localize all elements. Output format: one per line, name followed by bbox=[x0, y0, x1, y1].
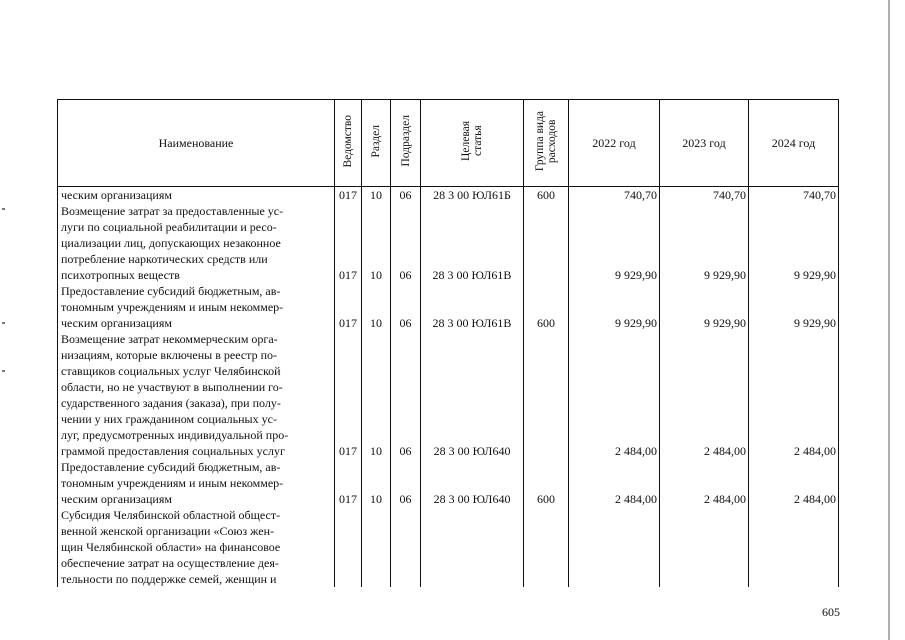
row-value-2023: 9 929,90 bbox=[660, 203, 749, 283]
row-podrazdel: 06 bbox=[391, 283, 421, 331]
row-name: Субсидия Челябинской областной общест- венной женской организации «Союз жен- щин Челябинской области» на финансовое обеспечение затрат на осуществление дея- тельности по поддержке семей, женщин и bbox=[58, 507, 335, 587]
row-name: ческим организациям bbox=[58, 187, 335, 204]
row-value-2023: 9 929,90 bbox=[660, 283, 749, 331]
row-name: Предоставление субсидий бюджетным, ав- тономным учреждениям и иным некоммер- ческим организациям bbox=[58, 459, 335, 507]
header-razdel: Раздел bbox=[362, 100, 391, 187]
header-name: Наименование bbox=[58, 100, 335, 187]
row-target-article: 28 3 00 ЮЛ61В bbox=[421, 203, 524, 283]
row-podrazdel: 06 bbox=[391, 187, 421, 204]
row-vedomstvo bbox=[335, 507, 362, 587]
budget-table bbox=[57, 99, 839, 587]
table-row bbox=[58, 507, 839, 587]
table-row bbox=[58, 203, 839, 283]
row-value-2024: 2 484,00 bbox=[749, 459, 839, 507]
scan-page-edge bbox=[888, 0, 890, 640]
row-value-2022 bbox=[569, 507, 660, 587]
row-value-2024: 9 929,90 bbox=[749, 283, 839, 331]
row-value-2023 bbox=[660, 507, 749, 587]
row-razdel: 10 bbox=[362, 187, 391, 204]
row-vedomstvo: 017 bbox=[335, 187, 362, 204]
row-target-article: 28 3 00 ЮЛ640 bbox=[421, 459, 524, 507]
row-vedomstvo: 017 bbox=[335, 459, 362, 507]
row-value-2022: 2 484,00 bbox=[569, 331, 660, 459]
scan-margin-mark bbox=[2, 370, 5, 372]
row-vedomstvo: 017 bbox=[335, 203, 362, 283]
row-target-article: 28 3 00 ЮЛ61Б bbox=[421, 187, 524, 204]
row-vedomstvo: 017 bbox=[335, 283, 362, 331]
row-expense-group: 600 bbox=[524, 283, 569, 331]
row-podrazdel: 06 bbox=[391, 203, 421, 283]
row-podrazdel bbox=[391, 507, 421, 587]
row-value-2023: 2 484,00 bbox=[660, 459, 749, 507]
row-razdel bbox=[362, 507, 391, 587]
row-value-2024: 2 484,00 bbox=[749, 331, 839, 459]
row-value-2024: 9 929,90 bbox=[749, 203, 839, 283]
row-expense-group: 600 bbox=[524, 459, 569, 507]
header-expense-group: Группа вида расходов bbox=[524, 100, 569, 187]
row-value-2023: 740,70 bbox=[660, 187, 749, 204]
row-value-2023: 2 484,00 bbox=[660, 331, 749, 459]
table-header-row bbox=[58, 100, 839, 187]
row-expense-group bbox=[524, 203, 569, 283]
row-value-2022: 9 929,90 bbox=[569, 203, 660, 283]
row-razdel: 10 bbox=[362, 283, 391, 331]
row-razdel: 10 bbox=[362, 331, 391, 459]
row-target-article: 28 3 00 ЮЛ640 bbox=[421, 331, 524, 459]
row-vedomstvo: 017 bbox=[335, 331, 362, 459]
row-name: Возмещение затрат некоммерческим орга- низациям, которые включены в реестр по- ставщиков социальных услуг Челябинской области, но не участвуют в выполнении го- сударственного задания (заказа), при полу- чении у них гражданином социальных ус- луг, предусмотренных индивидуальной про- граммой предоставления социальных услуг bbox=[58, 331, 335, 459]
scan-margin-mark bbox=[2, 208, 5, 210]
row-target-article: 28 3 00 ЮЛ61В bbox=[421, 283, 524, 331]
row-podrazdel: 06 bbox=[391, 331, 421, 459]
row-razdel: 10 bbox=[362, 459, 391, 507]
row-value-2024 bbox=[749, 507, 839, 587]
header-year-2022: 2022 год bbox=[569, 100, 660, 187]
header-target-article: Целевая статья bbox=[421, 100, 524, 187]
row-value-2022: 9 929,90 bbox=[569, 283, 660, 331]
row-expense-group: 600 bbox=[524, 187, 569, 204]
row-value-2022: 2 484,00 bbox=[569, 459, 660, 507]
table-row bbox=[58, 187, 839, 204]
row-expense-group bbox=[524, 331, 569, 459]
page-number: 605 bbox=[822, 605, 840, 619]
header-year-2024: 2024 год bbox=[749, 100, 839, 187]
header-vedomstvo: Ведомство bbox=[335, 100, 362, 187]
row-value-2024: 740,70 bbox=[749, 187, 839, 204]
table-row bbox=[58, 459, 839, 507]
header-year-2023: 2023 год bbox=[660, 100, 749, 187]
row-name: Возмещение затрат за предоставленные ус- луги по социальной реабилитации и ресо- циализации лиц, допускающих незаконное потребление наркотических средств или психотропных веществ bbox=[58, 203, 335, 283]
scan-margin-mark bbox=[2, 322, 5, 324]
row-razdel: 10 bbox=[362, 203, 391, 283]
row-value-2022: 740,70 bbox=[569, 187, 660, 204]
row-podrazdel: 06 bbox=[391, 459, 421, 507]
table-row bbox=[58, 331, 839, 459]
row-target-article bbox=[421, 507, 524, 587]
table-row bbox=[58, 283, 839, 331]
row-name: Предоставление субсидий бюджетным, ав- тономным учреждениям и иным некоммер- ческим организациям bbox=[58, 283, 335, 331]
row-expense-group bbox=[524, 507, 569, 587]
header-podrazdel: Подраздел bbox=[391, 100, 421, 187]
